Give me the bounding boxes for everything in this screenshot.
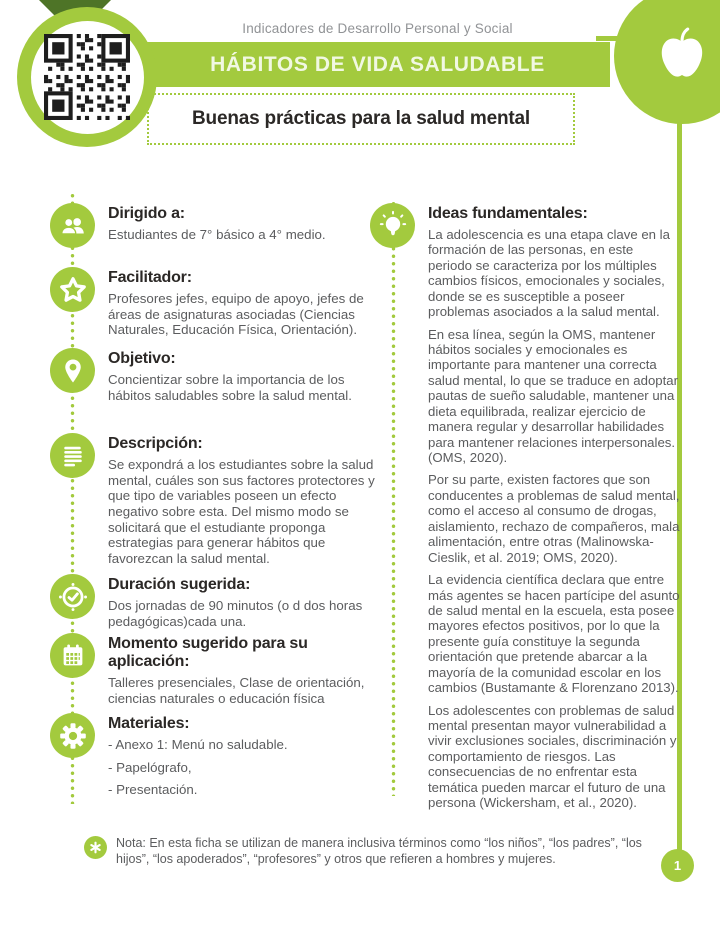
qr-code <box>44 34 130 120</box>
material-item: - Presentación. <box>108 782 198 798</box>
lightbulb-icon <box>370 203 415 248</box>
star-icon <box>50 267 95 312</box>
idea-paragraph: La adolescencia es una etapa clave en la formación de las personas, en este periodo se caracteriza por los múltiples cambios físicos, emocionales y sociales, donde se es susceptible a poseer problemas asociados a la salud mental. <box>428 226 670 320</box>
subtitle: Buenas prácticas para la salud mental <box>192 108 530 129</box>
section-title: Materiales: <box>108 715 190 732</box>
idea-paragraph: Los adolescentes con problemas de salud mental presentan mayor vulnerabilidad a vivir exclusiones sociales, discriminación y comportamiento de riesgos. Las consecuencias de no enfrentar esta temática pueden marcar el futuro de una persona (Wickersham, et al., 2020). <box>428 702 677 811</box>
section-title: Momento sugerido para su aplicación: <box>108 635 308 670</box>
material-item: - Anexo 1: Menú no saludable. <box>108 736 288 752</box>
apple-badge <box>614 0 720 124</box>
qr-inner-disc <box>31 21 144 134</box>
section-objetivo <box>50 348 384 403</box>
apple-icon <box>654 25 710 87</box>
section-title: Facilitador: <box>108 269 192 286</box>
idea-paragraph: En esa línea, según la OMS, mantener hábitos sociales y emocionales es importante para mantener una correcta salud mental, lo que se traduce en adoptar pautas de sueño saludable, mantener una dieta equilibrada, realizar ejercicio de manera regular y desarrollar habilidades para mantener relaciones interpersonales. (OMS, 2020). <box>428 326 678 466</box>
kicker-text: Indicadores de Desarrollo Personal y Social <box>242 21 513 36</box>
clock-icon <box>50 574 95 619</box>
section-momento <box>50 633 384 706</box>
page-number: 1 <box>673 858 682 873</box>
section-title: Descripción: <box>108 435 203 452</box>
pin-icon <box>50 348 95 393</box>
section-dirigido-a <box>50 203 384 248</box>
calendar-icon <box>50 633 95 678</box>
gear-icon <box>50 713 95 758</box>
footnote-text: Nota: En esta ficha se utilizan de manera inclusiva términos como “los niños”, “los padres”, “los hijos”, “los apoderados”, “profesores” y otros que refieren a hombres y mujeres. <box>116 836 642 866</box>
section-body: Dos jornadas de 90 minutos (o d dos horas pedagógicas)cada una. <box>108 597 363 629</box>
section-duracion <box>50 574 384 629</box>
main-title: HÁBITOS DE VIDA SALUDABLE <box>210 52 545 76</box>
section-materiales <box>50 713 384 805</box>
subtitle-box <box>147 93 575 145</box>
page-number-badge <box>661 849 694 882</box>
section-title: Dirigido a: <box>108 205 185 222</box>
section-body: Profesores jefes, equipo de apoyo, jefes de áreas de asignaturas asociadas (Ciencias Naturales, Educación Física, Orientación). <box>108 290 364 338</box>
section-body: Se expondrá a los estudiantes sobre la salud mental, cuáles son sus factores protectores y que tipo de variables poseen un efecto negativo sobre esta. Del mismo modo se solicitará que el estudiante proponga estrategias para generar hábitos que favorezcan la salud mental. <box>108 456 375 567</box>
section-descripcion <box>50 433 384 567</box>
section-facilitador <box>50 267 384 338</box>
qr-badge <box>17 7 157 147</box>
idea-paragraph: Por su parte, existen factores que son conducentes a problemas de salud mental, como el acceso al consumo de drogas, aislamiento, rechazo de compañeros, mala alimentación, entre otras (Malinowska-Cieslik, et al. 2019; OMS, 2020). <box>428 472 680 565</box>
list-icon <box>50 433 95 478</box>
material-item: - Papelógrafo, <box>108 759 192 775</box>
section-ideas-fundamentales <box>370 203 680 818</box>
asterisk-icon <box>84 836 107 859</box>
section-title: Ideas fundamentales: <box>428 205 588 222</box>
main-title-banner <box>145 42 610 87</box>
section-body: Estudiantes de 7° básico a 4° medio. <box>108 226 326 242</box>
section-title: Objetivo: <box>108 350 176 367</box>
section-body: Concientizar sobre la importancia de los hábitos saludables sobre la salud mental. <box>108 371 352 403</box>
footnote <box>84 835 644 867</box>
users-icon <box>50 203 95 248</box>
section-body: Talleres presenciales, Clase de orientación, ciencias naturales o educación física <box>108 674 365 706</box>
section-title: Duración sugerida: <box>108 576 251 593</box>
idea-paragraph: La evidencia científica declara que entre más agentes se hacen partícipe del asunto de salud mental en la escuela, esta posee mayores efectos positivos, por lo que la presente guía constituye la segunda orientación que pretende abarcar a la mayoría de la comunidad escolar en los cambios (Bustamante & Florenzano 2013). <box>428 572 680 696</box>
